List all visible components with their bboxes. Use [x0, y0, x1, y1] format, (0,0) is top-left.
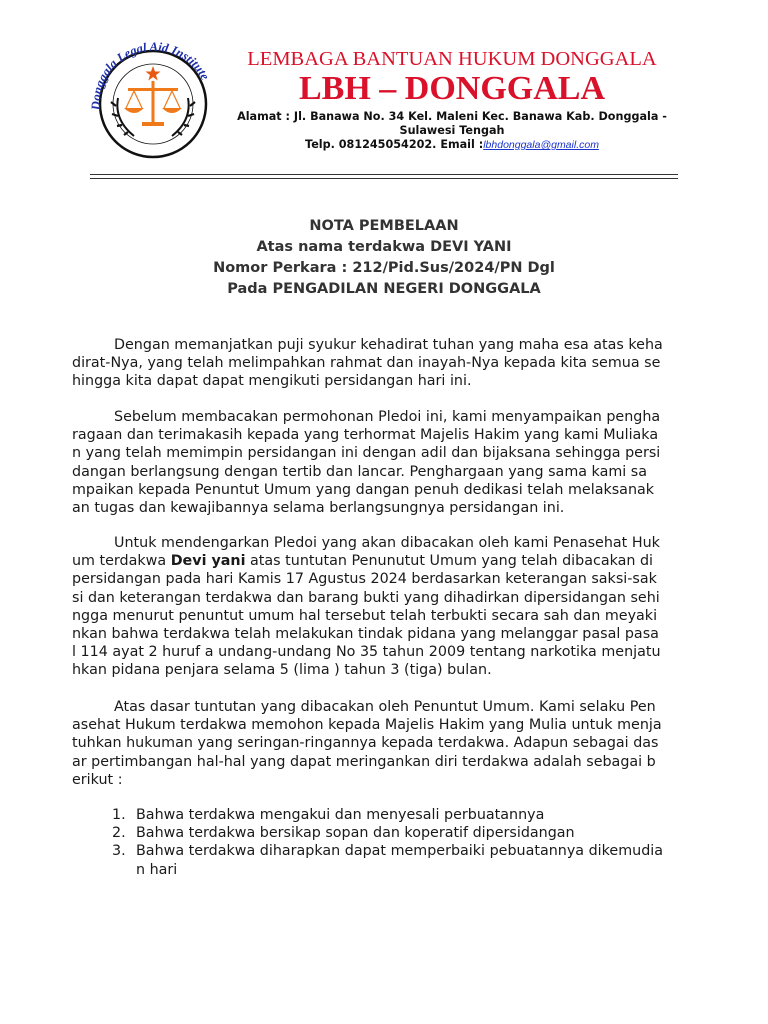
list-item [72, 806, 696, 824]
list-number: 2. [112, 825, 126, 842]
paragraph-line: persidangan pada hari Kamis 17 Agustus 2024 berdasarkan keterangan saksi-sak [72, 571, 657, 588]
defendant-name: Devi yani [170, 553, 246, 570]
paragraph-line: dirat-Nya, yang telah melimpahkan rahmat dan inayah-Nya kepada kita semua se [72, 355, 661, 372]
org-address [232, 110, 672, 138]
paragraph-line: mpaikan kepada Penuntut Umum yang dangan penuh dedikasi telah melaksanak [72, 481, 655, 498]
text-segment: um terdakwa [72, 553, 171, 570]
org-contact [232, 138, 672, 151]
list-item-text: Bahwa terdakwa diharapkan dapat memperbaiki pebuatannya dikemudia [136, 843, 664, 860]
paragraph-line: erikut : [72, 771, 123, 788]
mitigating-factors-list [72, 806, 696, 879]
paragraph-line: nkan bahwa terdakwa telah melakukan tindak pidana yang melanggar pasal pasa [72, 626, 659, 643]
paragraph-line: Sebelum membacakan permohonan Pledoi ini, kami menyampaikan pengha [114, 409, 661, 425]
list-item [72, 824, 696, 842]
paragraph-line: tuhkan hukuman yang seringan-ringannya kepada terdakwa. Adapun sebagai das [72, 735, 659, 752]
paragraph-line: ar pertimbangan hal-hal yang dapat meringankan diri terdakwa adalah sebagai b [72, 753, 656, 770]
paragraph-line: Untuk mendengarkan Pledoi yang akan dibacakan oleh kami Penasehat Huk [114, 535, 660, 551]
email-link[interactable]: lbhdonggala@gmail.com [483, 139, 599, 151]
header-divider-bottom [90, 178, 678, 179]
org-name: LEMBAGA BANTUAN HUKUM DONGGALA [247, 48, 657, 70]
paragraph-line: an tugas dan kewajibannya selama berlangsungnya persidangan ini. [72, 500, 565, 517]
paragraph-request [72, 698, 696, 789]
title-line-1: NOTA PEMBELAAN [309, 218, 459, 234]
list-item-text: Bahwa terdakwa bersikap sopan dan koperatif dipersidangan [136, 825, 575, 842]
header-divider-top [90, 174, 678, 175]
paragraph-line: hingga kita dapat dapat mengikuti persidangan hari ini. [72, 373, 472, 390]
paragraph-line: Dengan memanjatkan puji syukur kehadirat tuhan yang maha esa atas keha [114, 337, 663, 353]
text-segment: atas tuntutan Penunutut Umum yang telah dibacakan di [245, 553, 654, 570]
address-line-2: Sulawesi Tengah [399, 124, 505, 137]
list-item [72, 842, 696, 878]
paragraph-line: n yang telah memimpin persidangan ini dengan adil dan bijaksana sehingga persi [72, 445, 661, 462]
list-item-text: Bahwa terdakwa mengakui dan menyesali perbuatannya [136, 807, 545, 823]
paragraph-line: Atas dasar tuntutan yang dibacakan oleh Penuntut Umum. Kami selaku Pen [114, 699, 656, 715]
paragraph-prosecution-demand [72, 534, 696, 680]
paragraph-line: si dan keterangan terdakwa dan barang bukti yang dihadirkan dipersidangan sehi [72, 589, 660, 606]
address-line-1: Alamat : Jl. Banawa No. 34 Kel. Maleni Kec. Banawa Kab. Donggala - [237, 110, 667, 123]
title-line-4: Pada PENGADILAN NEGERI DONGGALA [227, 281, 541, 297]
lbh-logo [82, 38, 224, 160]
list-item-text: n hari [136, 861, 178, 878]
list-number: 1. [112, 807, 126, 823]
logo-arc-text: Donggala Legal Aid Institute [88, 39, 213, 111]
paragraph-line [72, 552, 696, 570]
paragraph-line: l 114 ayat 2 huruf a undang-undang No 35 tahun 2009 tentang narkotika menjatu [72, 644, 661, 661]
document-title [70, 216, 698, 300]
paragraph-line: ragaan dan terimakasih kepada yang terhormat Majelis Hakim yang kami Muliaka [72, 427, 659, 444]
title-line-3: Nomor Perkara : 212/Pid.Sus/2024/PN Dgl [213, 260, 555, 276]
paragraph-line: dangan berlangsung dengan tertib dan lancar. Penghargaan yang sama kami sa [72, 463, 647, 480]
list-number: 3. [112, 843, 126, 860]
phone-label: Telp. 081245054202. Email : [305, 138, 484, 151]
org-short-name: LBH – DONGGALA [298, 70, 606, 107]
paragraph-acknowledgement [72, 408, 696, 517]
title-line-2: Atas nama terdakwa DEVI YANI [256, 239, 512, 255]
paragraph-line: hkan pidana penjara selama 5 (lima ) tahun 3 (tiga) bulan. [72, 662, 492, 679]
paragraph-line: ngga menurut penuntut umum hal tersebut telah terbukti secara sah dan meyaki [72, 607, 658, 624]
paragraph-line: asehat Hukum terdakwa memohon kepada Majelis Hakim yang Mulia untuk menja [72, 717, 662, 734]
paragraph-opening [72, 336, 696, 391]
